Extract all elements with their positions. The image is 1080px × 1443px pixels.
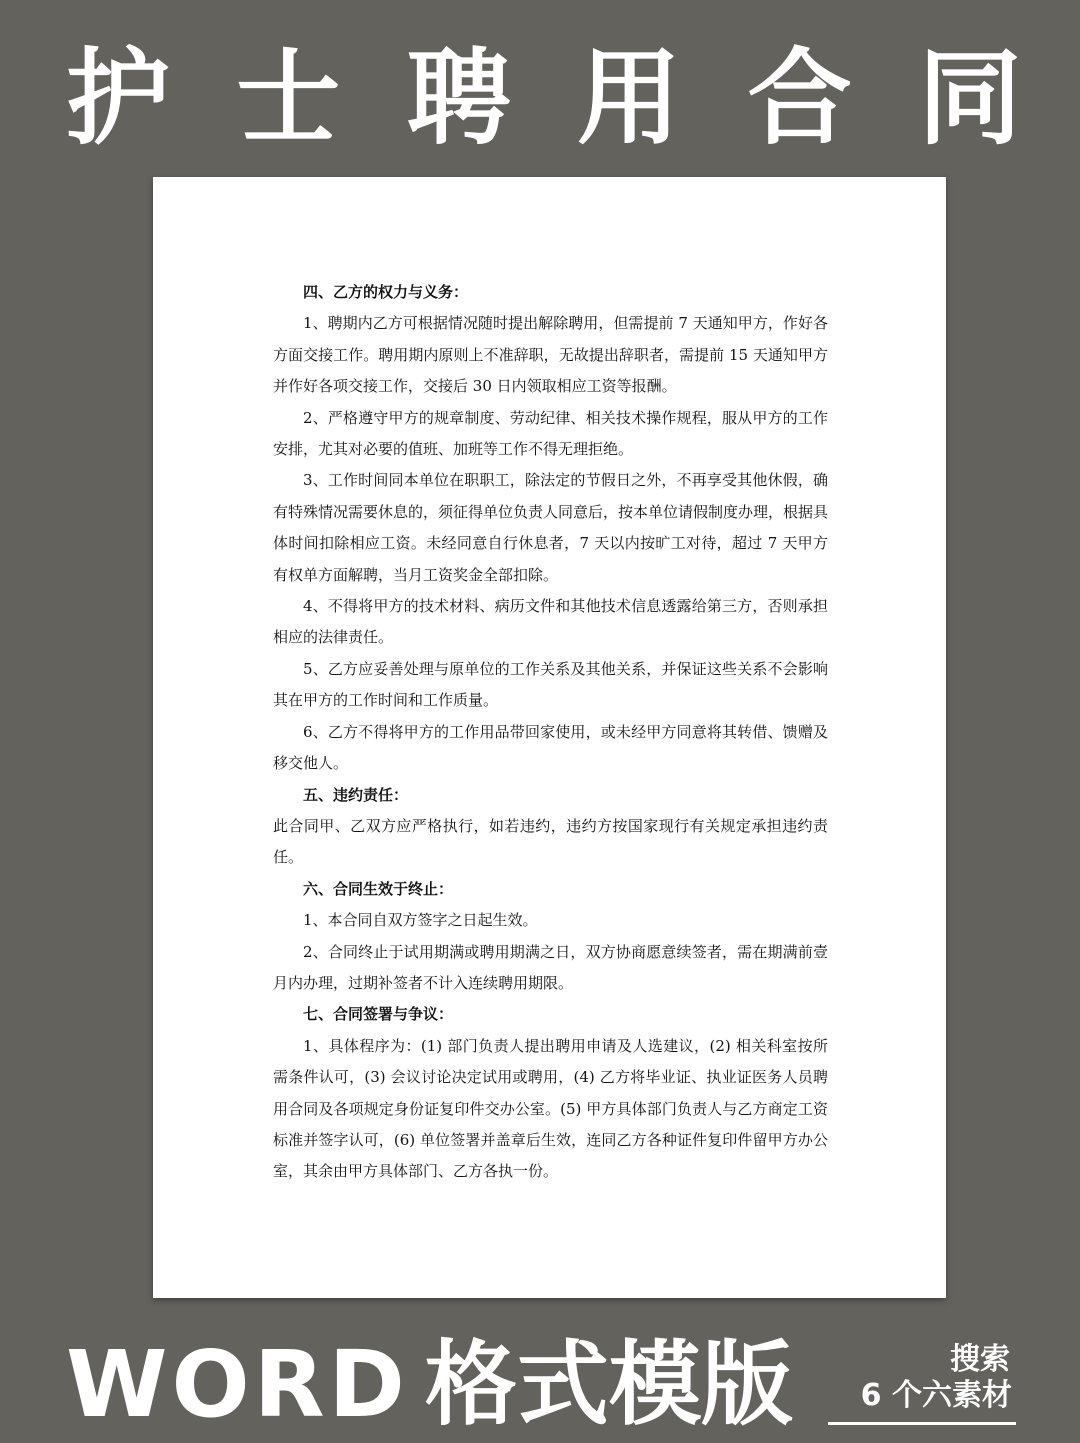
paragraph: 1、本合同自双方签字之日起生效。: [303, 911, 538, 930]
paragraph: 3、工作时间同本单位在职职工，除法定的节假日之外，不再享受其他休假，确有特殊情况需要休息的，须征得单位负责人同意后，按本单位请假制度办理，根据具体时间扣除相应工资。未经同意自行休息者，7 天以内按旷工对待，超过 7 天甲方有权单方面解聘，当月工资奖金全部扣除。: [273, 471, 829, 584]
footer-banner: [66, 1330, 793, 1440]
search-underline: [828, 1422, 1016, 1425]
document-page: [153, 177, 946, 1298]
paragraph: 2、合同终止于试用期满或聘用期满之日，双方协商愿意续签者，需在期满前壹月内办理，过期补签者不计入连续聘用期限。: [273, 942, 828, 992]
paragraph: 5、乙方应妥善处理与原单位的工作关系及其他关系，并保证这些关系不会影响其在甲方的工作时间和工作质量。: [273, 659, 828, 710]
format-label: 格式模版: [424, 1331, 793, 1438]
section-heading: 五、违约责任：: [303, 785, 409, 804]
search-target: 6 个六素材: [860, 1378, 1012, 1413]
word-label: WORD: [66, 1331, 409, 1438]
title-char: 聘: [406, 37, 511, 159]
title-char: 用: [577, 37, 682, 159]
paragraph: 此合同甲、乙双方应严格执行，如若违约，违约方按国家现行有关规定承担违约责任。: [273, 816, 828, 867]
paragraph: 2、严格遵守甲方的规章制度、劳动纪律、相关技术操作规程，服从甲方的工作安排，尤其对必要的值班、加班等工作不得无理拒绝。: [273, 408, 828, 459]
title-char: 合: [747, 37, 852, 159]
search-label: 搜索: [950, 1342, 1010, 1377]
title-char: 护: [66, 37, 171, 159]
section-heading: 四、乙方的权力与义务：: [303, 283, 469, 301]
section-heading: 七、合同签署与争议：: [303, 1005, 454, 1024]
paragraph: 1、聘期内乙方可根据情况随时提出解除聘用，但需提前 7 天通知甲方，作好各方面交接工作。聘用期内原则上不准辞职，无故提出辞职者，需提前 15 天通知甲方并作好各项交接工作，交接后 30 日内领取相应工资等报酬。: [273, 314, 828, 396]
section-heading: 六、合同生效于终止：: [303, 879, 454, 898]
title-char: 同: [917, 37, 1022, 159]
search-hint: [840, 1340, 1016, 1430]
paragraph: 6、乙方不得将甲方的工作用品带回家使用，或未经甲方同意将其转借、馈赠及移交他人。: [273, 722, 828, 773]
paragraph: 4、不得将甲方的技术材料、病历文件和其他技术信息透露给第三方，否则承担相应的法律责任。: [273, 597, 828, 647]
paragraph: 1、具体程序为：(1) 部门负责人提出聘用申请及人选建议，(2) 相关科室按所需条件认可，(3) 会议讨论决定试用或聘用，(4) 乙方将毕业证、执业证医务人员聘用合同及各项规定身份证复印件交办公室。(5) 甲方具体部门负责人与乙方商定工资标准并签字认可，(6) 单位签署并盖章后生效，连同乙方各种证件复印件留甲方办公室，其余由甲方具体部门、乙方各执一份。: [273, 1036, 828, 1181]
page-title: [0, 38, 1080, 158]
title-char: 士: [236, 37, 341, 159]
document-body: [273, 277, 828, 1188]
